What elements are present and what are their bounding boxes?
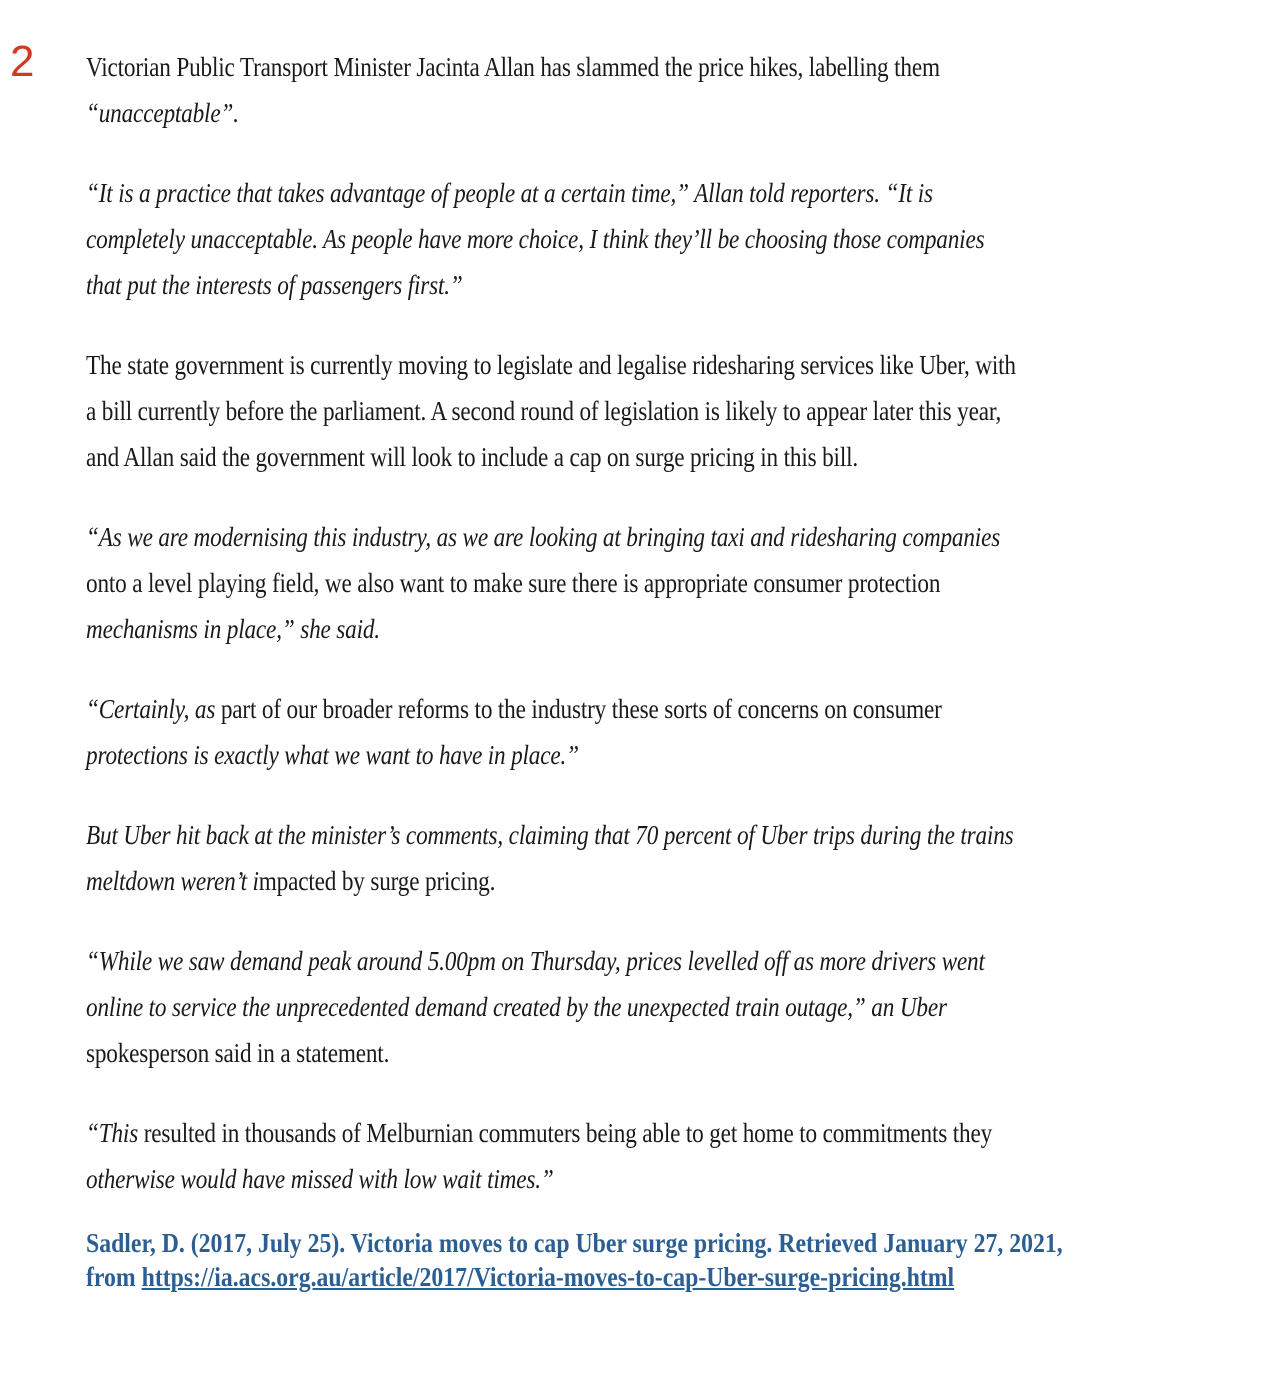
roman-text: onto a level playing field, we also want to make sure there is appropriate consumer protection — [86, 568, 941, 598]
paragraph-line — [86, 1110, 1236, 1156]
paragraph-line — [86, 938, 1236, 984]
roman-text: a bill currently before the parliament. A second round of legislation is likely to appear later this year, — [86, 396, 1002, 426]
paragraph-line — [86, 216, 1236, 262]
italic-text: that put the interests of passengers first.” — [86, 270, 463, 300]
article-body — [86, 44, 1236, 1236]
paragraph-line — [86, 342, 1236, 388]
paragraph-line — [86, 514, 1236, 560]
italic-text: online to service the unprecedented demand created by the unexpected train outage,” an Uber — [86, 992, 947, 1022]
article-paragraph — [86, 514, 1236, 652]
paragraph-line — [86, 732, 1236, 778]
article-paragraph — [86, 812, 1236, 904]
roman-text: and Allan said the government will look to include a cap on surge pricing in this bill. — [86, 442, 859, 472]
paragraph-line — [86, 262, 1236, 308]
article-paragraph — [86, 686, 1236, 778]
paragraph-line — [86, 560, 1236, 606]
roman-text: spokesperson said in a statement. — [86, 1038, 390, 1068]
italic-text: But Uber hit back at the minister’s comments, claiming that 70 percent of Uber trips during the trains — [86, 820, 1014, 850]
italic-text: protections is exactly what we want to have in place.” — [86, 740, 579, 770]
article-paragraph — [86, 170, 1236, 308]
citation — [86, 1226, 1246, 1294]
paragraph-line — [86, 388, 1236, 434]
paragraph-line — [86, 170, 1236, 216]
italic-text: otherwise would have missed with low wait times.” — [86, 1164, 554, 1194]
citation-link[interactable]: https://ia.acs.org.au/article/2017/Victoria-moves-to-cap-Uber-surge-pricing.html — [141, 1262, 955, 1292]
roman-text: The state government is currently moving to legislate and legalise ridesharing services like Uber, with — [86, 350, 1016, 380]
citation-text: Sadler, D. (2017, July 25). Victoria moves to cap Uber surge pricing. Retrieved January 27, 2021, — [86, 1228, 1063, 1258]
paragraph-line — [86, 434, 1236, 480]
paragraph-line — [86, 686, 1236, 732]
paragraph-line — [86, 858, 1236, 904]
italic-text: “As we are modernising this industry, as we are looking at bringing taxi and ridesharing companies — [86, 522, 1001, 552]
citation-from-label: from — [86, 1262, 142, 1292]
paragraph-line — [86, 606, 1236, 652]
paragraph-line — [86, 984, 1236, 1030]
roman-text: part of our broader reforms to the industry these sorts of concerns on consumer — [220, 694, 942, 724]
paragraph-line — [86, 44, 1236, 90]
article-paragraph — [86, 44, 1236, 136]
italic-text: “It is a practice that takes advantage of people at a certain time,” Allan told reporters. “It is — [86, 178, 933, 208]
paragraph-line — [86, 1156, 1236, 1202]
italic-text: meltdown weren’t i — [86, 866, 259, 896]
roman-text: Victorian Public Transport Minister Jacinta Allan has slammed the price hikes, labelling them — [86, 52, 940, 82]
page-number: 2 — [10, 37, 35, 86]
article-paragraph — [86, 1110, 1236, 1202]
italic-text: “While we saw demand peak around 5.00pm on Thursday, prices levelled off as more drivers went — [86, 946, 985, 976]
italic-text: “unacceptable”. — [86, 98, 239, 128]
italic-text: mechanisms in place,” she said. — [86, 614, 380, 644]
article-paragraph — [86, 938, 1236, 1076]
italic-text: “Certainly, as — [86, 694, 221, 724]
roman-text: resulted in thousands of Melburnian commuters being able to get home to commitments they — [143, 1118, 993, 1148]
article-paragraph — [86, 342, 1236, 480]
paragraph-line — [86, 812, 1236, 858]
italic-text: “This — [86, 1118, 144, 1148]
paragraph-line — [86, 90, 1236, 136]
paragraph-line — [86, 1030, 1236, 1076]
italic-text: completely unacceptable. As people have more choice, I think they’ll be choosing those companies — [86, 224, 985, 254]
roman-text: mpacted by surge pricing. — [258, 866, 496, 896]
